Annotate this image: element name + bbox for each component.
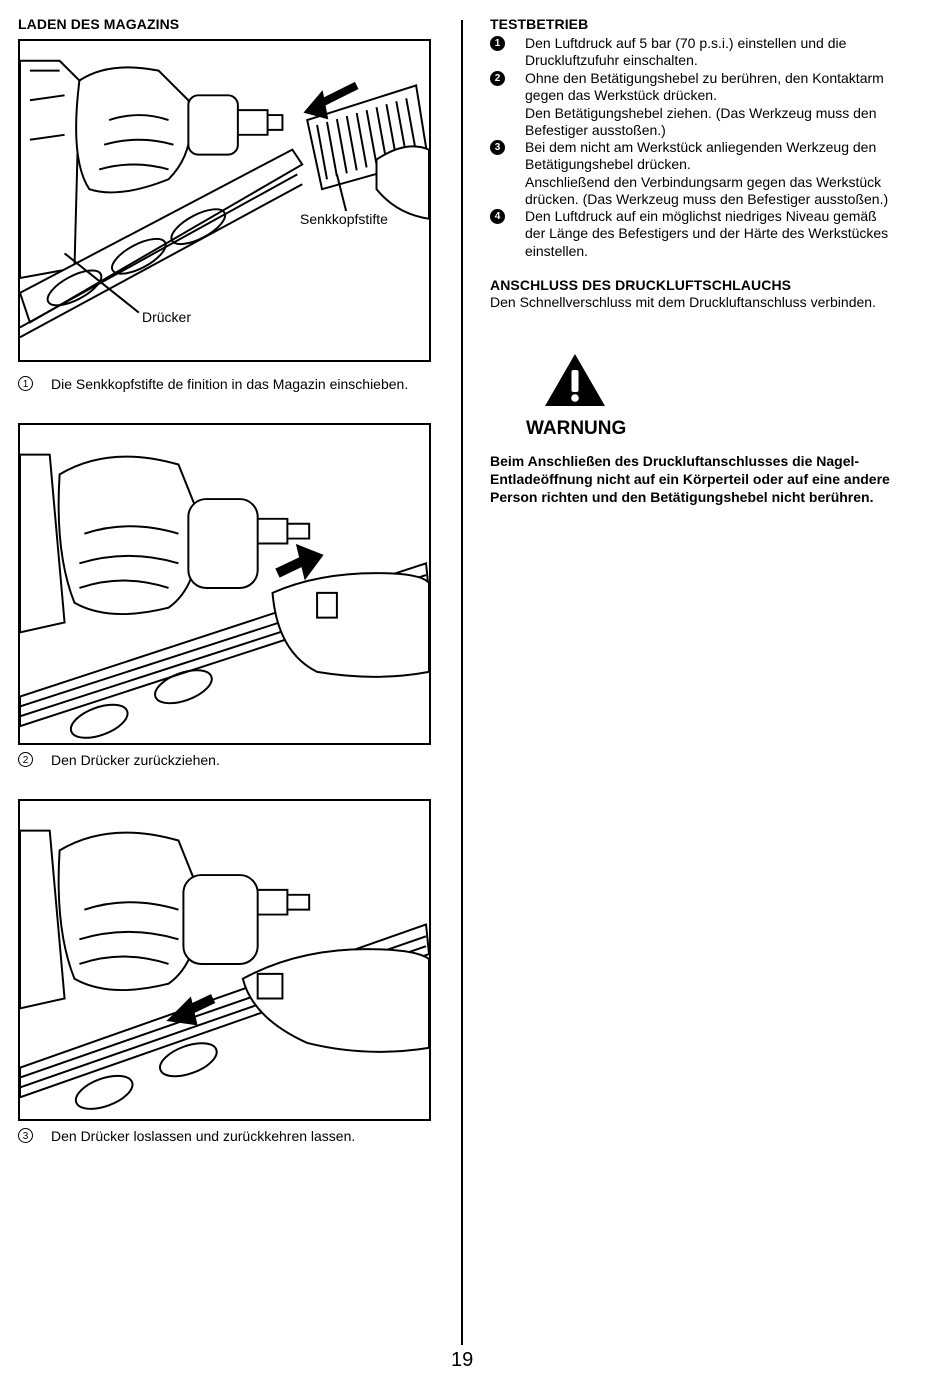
label-pusher: Drücker [142,309,192,325]
figure-1-illustration [18,39,431,362]
step-line: Betätigungshebel drücken. [525,156,691,173]
step-line: einstellen. [525,242,589,259]
section-heading-test: TESTBETRIEB [490,16,589,32]
step-line: Befestiger ausstoßen.) [525,121,666,138]
step-line: Druckluftzufuhr einschalten. [525,52,698,69]
step-number: 4 [490,209,505,224]
step-line: Den Betätigungshebel ziehen. (Das Werkzeug muss den [525,104,877,121]
warning-title: WARNUNG [526,418,627,439]
step-number: 2 [490,71,505,86]
page-number: 19 [451,1349,474,1371]
caption-number: 2 [18,752,33,767]
test-step-1 [490,35,920,69]
test-step-2 [490,70,920,140]
test-step-4 [490,208,920,260]
step-number: 1 [490,36,505,51]
warning-line: Person richten und den Betätigungshebel nicht berühren. [490,489,874,505]
column-divider [461,20,463,1345]
step-line: gegen das Werkstück drücken. [525,87,717,104]
warning-triangle-icon [543,352,607,408]
caption-text: Die Senkkopfstifte de finition in das Magazin einschieben. [51,376,409,392]
warning-text [490,452,930,506]
step-line: Anschließend den Verbindungsarm gegen das Werkstück [525,173,882,190]
section-heading-hose: ANSCHLUSS DES DRUCKLUFTSCHLAUCHS [490,277,792,293]
label-nails: Senkkopfstifte [300,211,388,227]
caption-number: 3 [18,1128,33,1143]
step-line: Ohne den Betätigungshebel zu berühren, den Kontaktarm [525,70,884,86]
section-heading-loading: LADEN DES MAGAZINS [18,16,180,32]
step-line: Den Luftdruck auf ein möglichst niedriges Niveau gemäß [525,208,877,224]
test-step-3 [490,139,920,209]
caption-number: 1 [18,376,33,391]
step-line: drücken. (Das Werkzeug muss den Befestiger ausstoßen.) [525,190,889,207]
figure-2-illustration [18,423,431,745]
figure-2-caption [18,752,448,770]
step-line: Bei dem nicht am Werkstück anliegenden Werkzeug den [525,139,877,155]
warning-line: Entladeöffnung nicht auf ein Körperteil oder auf eine andere [490,471,890,487]
step-line: Den Luftdruck auf 5 bar (70 p.s.i.) einstellen und die [525,35,847,51]
step-line: der Länge des Befestigers und der Härte des Werkstückes [525,225,889,242]
figure-3-caption [18,1128,448,1146]
figure-3-illustration [18,799,431,1121]
caption-text: Den Drücker loslassen und zurückkehren lassen. [51,1128,356,1144]
step-number: 3 [490,140,505,155]
figure-1-caption [18,376,448,394]
caption-text: Den Drücker zurückziehen. [51,752,220,768]
hose-instruction: Den Schnellverschluss mit dem Druckluftanschluss verbinden. [490,294,876,310]
warning-line: Beim Anschließen des Druckluftanschlusses die Nagel- [490,453,860,469]
